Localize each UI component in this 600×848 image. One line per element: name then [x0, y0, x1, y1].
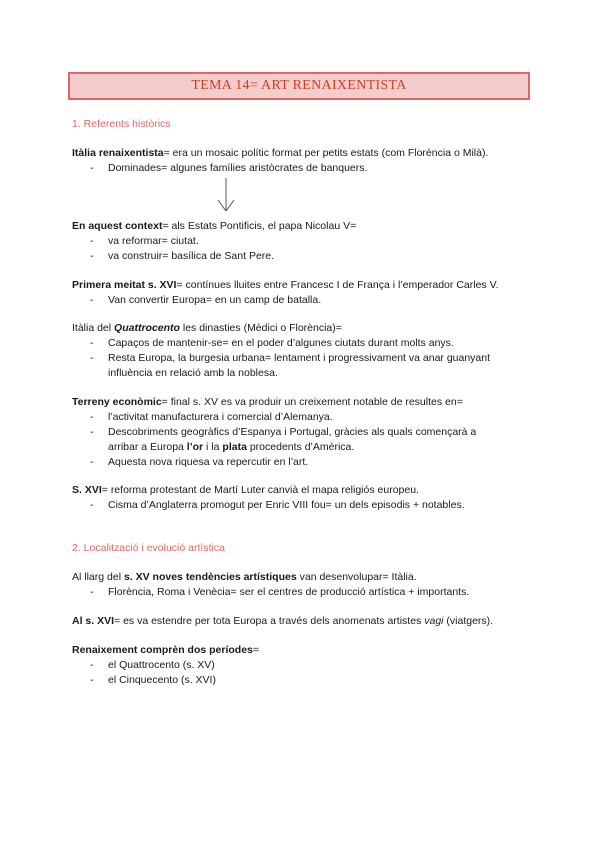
- term-renaixement: Renaixement comprèn dos períodes: [72, 644, 253, 656]
- down-arrow-icon: [216, 178, 236, 214]
- term-or: l’or: [186, 441, 204, 453]
- bullet-item: Aquesta nova riquesa va repercutir en l’art.: [108, 456, 309, 468]
- section-heading-2: 2. Localització i evolució artística: [72, 542, 225, 554]
- bullet-marker: -: [90, 235, 94, 247]
- paragraph-text: Al llarg del: [72, 571, 124, 583]
- term-terreny: Terreny econòmic: [72, 396, 162, 408]
- paragraph-al-s-xvi: [72, 614, 493, 628]
- bullet-marker: -: [90, 337, 94, 349]
- paragraph-s-xvi: [72, 483, 419, 497]
- term-vagi: vagi: [424, 615, 444, 627]
- term-s-xvi: S. XVI: [72, 484, 102, 496]
- bullet-marker: -: [90, 352, 94, 364]
- paragraph-text: = als Estats Pontificis, el papa Nicolau V=: [162, 220, 357, 232]
- bullet-item: Descobriments geogràfics d’Espanya i Portugal, gràcies als quals començarà a: [108, 426, 477, 438]
- term-plata: plata: [222, 441, 247, 453]
- bullet-item: Resta Europa, la burgesia urbana= lentament i progressivament va anar guanyant: [108, 352, 491, 364]
- paragraph-text: van desenvolupar= Itàlia.: [296, 571, 417, 583]
- bullet-marker: -: [90, 250, 94, 262]
- bullet-text: arribar a Europa: [108, 441, 187, 453]
- bullet-marker: -: [90, 659, 94, 671]
- paragraph-primera-meitat: [72, 278, 499, 292]
- bullet-item: Florència, Roma i Venècia= ser el centres de producció artística + importants.: [108, 586, 470, 598]
- paragraph-text: = final s. XV es va produir un creixement notable de resultes en=: [161, 396, 463, 408]
- paragraph-italia: [72, 146, 488, 160]
- term-s-xv: s. XV noves tendències artístiques: [123, 571, 297, 583]
- paragraph-text: Itàlia del: [72, 322, 115, 334]
- bullet-item: el Quattrocento (s. XV): [108, 659, 215, 671]
- bullet-marker: -: [90, 411, 94, 423]
- bullet-item: l’activitat manufacturera i comercial d’Alemanya.: [108, 411, 333, 423]
- term-quattrocento: Quattrocento: [114, 322, 180, 334]
- bullet-marker: -: [90, 162, 94, 174]
- page-title: TEMA 14= ART RENAIXENTISTA: [191, 78, 407, 93]
- bullet-text: i la: [203, 441, 223, 453]
- paragraph-text: = era un mosaic polític format per petits estats (com Florència o Milà).: [163, 147, 489, 159]
- term-primera-meitat: Primera meitat s. XVI: [72, 279, 177, 291]
- bullet-marker: -: [90, 586, 94, 598]
- term-italia: Itàlia renaixentista: [72, 147, 164, 159]
- bullet-item-continuation: [108, 440, 354, 454]
- bullet-item: Van convertir Europa= en un camp de batalla.: [108, 294, 322, 306]
- term-al-s-xvi: Al s. XVI: [72, 615, 115, 627]
- paragraph-s-xv: [72, 570, 417, 584]
- section-heading-1: 1. Referents històrics: [72, 118, 171, 130]
- bullet-item-continuation: influència en relació amb la noblesa.: [108, 367, 278, 379]
- paragraph-text: = es va estendre per tota Europa a través dels anomenats artistes: [114, 615, 425, 627]
- paragraph-text: = reforma protestant de Martí Luter canvià el mapa religiós europeu.: [101, 484, 419, 496]
- bullet-marker: -: [90, 294, 94, 306]
- bullet-marker: -: [90, 426, 94, 438]
- term-context: En aquest context: [72, 220, 163, 232]
- paragraph-text: les dinasties (Mèdici o Florència)=: [179, 322, 342, 334]
- bullet-item: Capaços de mantenir-se= en el poder d’algunes ciutats durant molts anys.: [108, 337, 454, 349]
- bullet-item: va construir= basílica de Sant Pere.: [108, 250, 275, 262]
- title-box: [68, 72, 530, 100]
- bullet-marker: -: [90, 499, 94, 511]
- bullet-text: procedents d’Amèrica.: [246, 441, 355, 453]
- bullet-item: va reformar= ciutat.: [108, 235, 199, 247]
- bullet-item: Dominades= algunes famílies aristòcrates de banquers.: [108, 162, 368, 174]
- bullet-item: el Cinquecento (s. XVI): [108, 674, 216, 686]
- paragraph-context: [72, 219, 356, 233]
- bullet-marker: -: [90, 456, 94, 468]
- paragraph-renaixement: [72, 643, 259, 657]
- paragraph-terreny: [72, 395, 463, 409]
- bullet-item: Cisma d’Anglaterra promogut per Enric VIII fou= un dels episodis + notables.: [108, 499, 465, 511]
- paragraph-quattrocento: [72, 321, 342, 335]
- paragraph-text: (viatgers).: [443, 615, 494, 627]
- paragraph-text: =: [252, 644, 260, 656]
- paragraph-text: = contínues lluites entre Francesc I de França i l’emperador Carles V.: [176, 279, 499, 291]
- bullet-marker: -: [90, 674, 94, 686]
